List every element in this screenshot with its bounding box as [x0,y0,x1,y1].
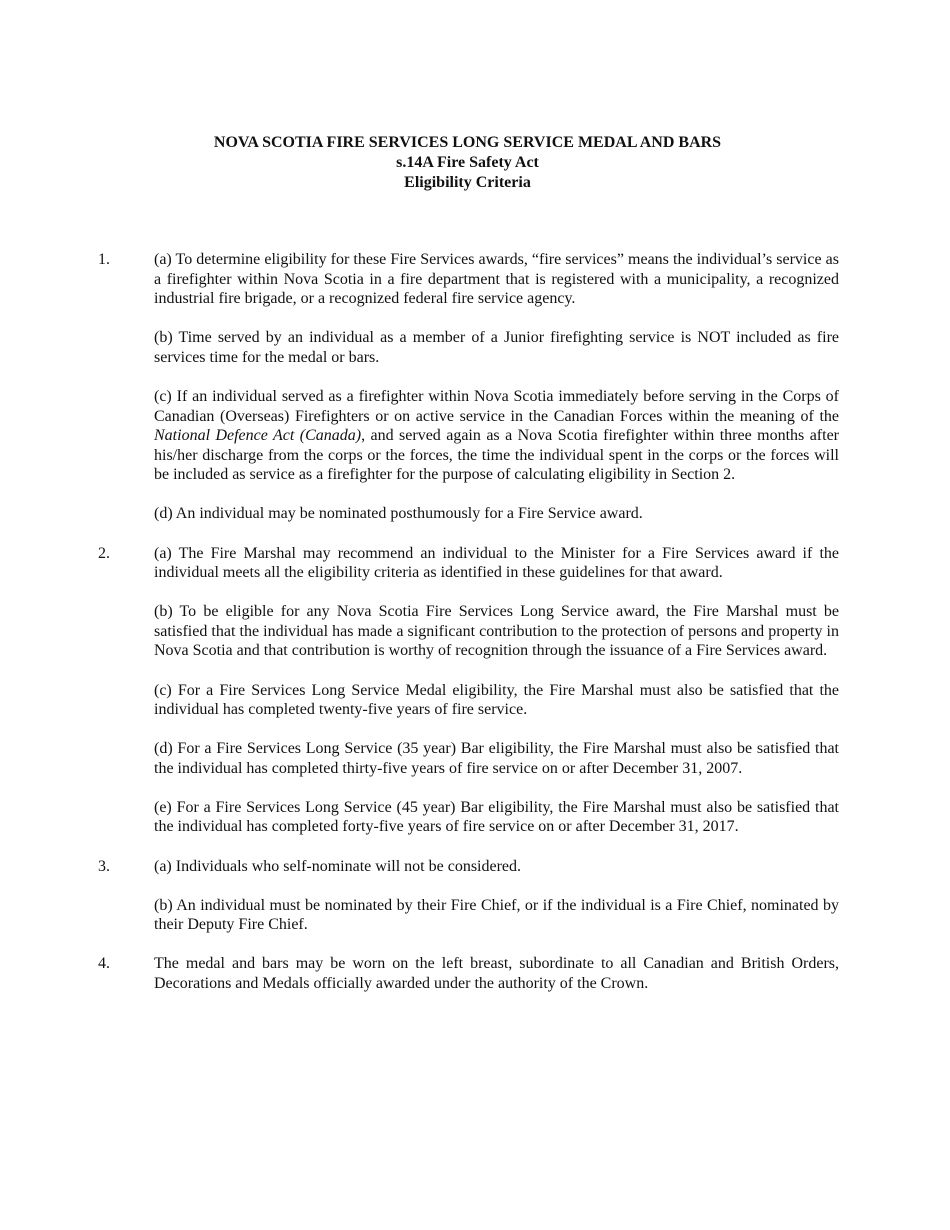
act-title-italic: National Defence Act (Canada) [154,427,362,445]
paragraph-1a: (a) To determine eligibility for these Fire Services awards, “fire services” means the individual’s service as a firefighter within Nova Scotia in a fire department that is registered with a municipality, a recognized industrial fire brigade, or a recognized federal fire service agency. [154,251,839,308]
paragraph-1b: (b) Time served by an individual as a member of a Junior firefighting service is NOT included as fire services time for the medal or bars. [154,329,839,366]
paragraph-2c: (c) For a Fire Services Long Service Medal eligibility, the Fire Marshal must also be satisfied that the individual has completed twenty-five years of fire service. [154,681,839,719]
paragraph-1c-end: , and served again as a Nova Scotia firefighter within three months after his/her discharge from the corps or the forces, the time the individual spent in the corps or the forces will be included as service as a firefighter for the purpose of calculating eligibility in Section 2. [154,427,839,484]
document-subtitle: Eligibility Criteria [404,174,531,191]
section-number: 2. [98,544,110,562]
section-number: 3. [98,857,110,875]
paragraph-1d: (d) An individual may be nominated posthumously for a Fire Service award. [154,505,643,523]
criteria-section-3 [98,857,839,935]
document-title: NOVA SCOTIA FIRE SERVICES LONG SERVICE MEDAL AND BARS [213,134,722,151]
criteria-section-1 [98,250,839,524]
paragraph-1c [154,387,839,485]
paragraph-2b: (b) To be eligible for any Nova Scotia Fire Services Long Service award, the Fire Marshal must be satisfied that the individual has made a significant contribution to the protection of persons and property in Nova Scotia and that contribution is worthy of recognition through the issuance of a Fire Services award. [154,603,839,660]
section-number: 1. [98,251,110,268]
paragraph-2a: (a) The Fire Marshal may recommend an individual to the Minister for a Fire Services award if the individual meets all the eligibility criteria as identified in these guidelines for that award. [154,544,839,582]
document-header [0,133,950,193]
paragraph-2d: (d) For a Fire Services Long Service (35 year) Bar eligibility, the Fire Marshal must also be satisfied that the individual has completed thirty-five years of fire service on or after December 31, 2007. [154,740,839,777]
document-body [98,250,839,1013]
section-number: 4. [98,955,110,973]
document-act-reference: s.14A Fire Safety Act [396,154,539,171]
criteria-section-2 [98,544,839,838]
criteria-section-4 [98,954,839,993]
paragraph-4: The medal and bars may be worn on the left breast, subordinate to all Canadian and British Orders, Decorations and Medals officially awarded under the authority of the Crown. [154,955,839,992]
paragraph-3a: (a) Individuals who self-nominate will not be considered. [154,857,522,875]
paragraph-1c-start: (c) If an individual served as a firefighter within Nova Scotia immediately before serving in the Corps of Canadian (Overseas) Firefighters or on active service in the Canadian Forces within the meaning of the [154,387,839,425]
paragraph-3b: (b) An individual must be nominated by their Fire Chief, or if the individual is a Fire Chief, nominated by their Deputy Fire Chief. [154,896,839,934]
paragraph-2e: (e) For a Fire Services Long Service (45 year) Bar eligibility, the Fire Marshal must also be satisfied that the individual has completed forty-five years of fire service on or after December 31, 2017. [154,798,839,836]
